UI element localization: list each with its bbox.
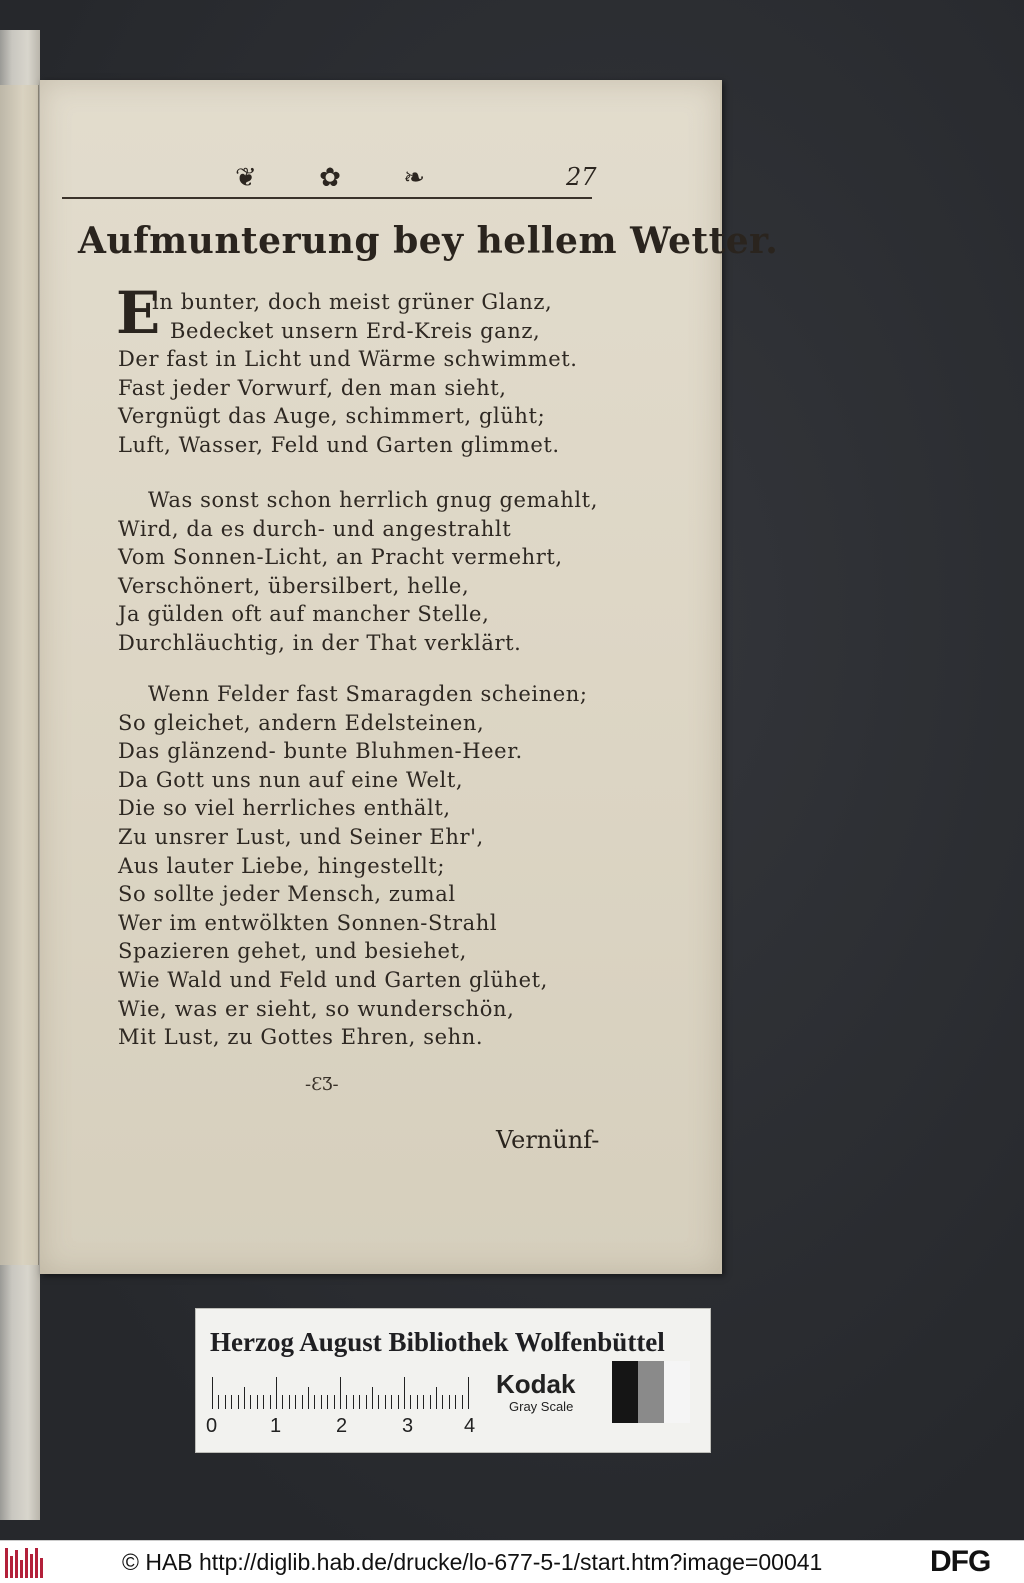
ruler-tick [455,1395,456,1409]
poem-title: Aufmunterung bey hellem Wetter. [78,220,779,262]
ruler-tick [244,1387,245,1409]
scale-number: 1 [270,1415,282,1437]
catchword: Vernünf- [496,1126,600,1154]
header-ornament [235,162,425,194]
ruler-tick [423,1395,424,1409]
verse-line: Mit Lust, zu Gottes Ehren, sehn. [118,1025,484,1050]
ruler-tick [417,1395,418,1409]
verse-line: Fast jeder Vorwurf, den man sieht, [118,375,507,400]
measurement-ruler [212,1377,472,1409]
ruler-tick [442,1395,443,1409]
verse-line: in bunter, doch meist grüner Glanz, [152,290,553,314]
ruler-tick [231,1395,232,1409]
kodak-logo: Kodak [496,1369,576,1399]
ruler-tick [225,1395,226,1409]
ruler-tick [410,1395,411,1409]
verse-line: Zu unsrer Lust, und Seiner Ehr', [118,824,484,849]
ruler-tick [366,1395,367,1409]
ruler-tick [359,1395,360,1409]
verse-line: Der fast in Licht und Wärme schwimmet. [118,347,578,372]
verse-line: Da Gott uns nun auf eine Welt, [118,767,464,792]
end-ornament: -ƐƷ- [305,1074,339,1095]
scale-number: 4 [464,1415,476,1437]
verse-line: Wie Wald und Feld und Garten glühet, [118,967,548,992]
ruler-tick [334,1395,335,1409]
ruler-tick [340,1377,341,1409]
ruler-tick [391,1395,392,1409]
verse-line: Aus lauter Liebe, hingestellt; [118,853,446,878]
ruler-tick [385,1395,386,1409]
dfg-logo: DFG [930,1545,991,1578]
white-swatch [664,1361,690,1423]
left-page-edge [0,85,39,1265]
ruler-tick [321,1395,322,1409]
ruler-tick [308,1387,309,1409]
ruler-tick [430,1395,431,1409]
ruler-tick [449,1395,450,1409]
ruler-tick [302,1395,303,1409]
header-rule [62,197,592,199]
ruler-tick [270,1395,271,1409]
verse-line: Die so viel herrliches enthält, [118,796,451,821]
scale-number: 0 [206,1415,218,1437]
verse-line: Spazieren gehet, und besiehet, [118,939,467,964]
gray-swatches [612,1361,690,1423]
verse-line: Wird, da es durch- und angestrahlt [118,516,512,541]
page-number: 27 [566,163,597,191]
scale-number: 3 [402,1415,414,1437]
ruler-tick [468,1377,469,1409]
verse-line: Durchläuchtig, in der That verklärt. [118,630,522,655]
verse-line: Wie, was er sieht, so wunderschön, [118,996,515,1021]
footer-bar [0,1540,1024,1583]
ruler-tick [398,1395,399,1409]
black-swatch [612,1361,638,1423]
ruler-tick [372,1387,373,1409]
floral-ornament-icon: ❦ [235,163,257,193]
flower-ornament-icon: ✿ [319,163,341,193]
ruler-tick [250,1395,251,1409]
verse-line: Luft, Wasser, Feld und Garten glimmet. [118,432,560,457]
stanza-3 [118,680,588,1052]
ruler-tick [327,1395,328,1409]
gray-scale-label: Gray Scale [509,1399,574,1414]
verse-line: Bedecket unsern Erd-Kreis ganz, [170,318,541,343]
ruler-tick [218,1395,219,1409]
ruler-tick [346,1395,347,1409]
ruler-tick [353,1395,354,1409]
gray-swatch [638,1361,664,1423]
verse-line: Was sonst schon herrlich gnug gemahlt, [148,488,598,512]
verse-line: Wer im entwölkten Sonnen-Strahl [118,910,498,935]
source-url[interactable]: © HAB http://diglib.hab.de/drucke/lo-677-5-1/start.htm?image=00041 [122,1549,823,1575]
ruler-tick [282,1395,283,1409]
ruler-tick [462,1395,463,1409]
verse-line: Ja gülden oft auf mancher Stelle, [118,602,490,627]
ruler-tick [289,1395,290,1409]
stanza-1 [118,288,588,460]
verse-line: Vergnügt das Auge, schimmert, glüht; [118,404,546,429]
verse-line: Das glänzend- bunte Bluhmen-Heer. [118,739,523,764]
verse-line: So gleichet, andern Edelsteinen, [118,710,485,735]
ruler-tick [295,1395,296,1409]
hab-logo-icon [5,1546,47,1578]
verse-line: So sollte jeder Mensch, zumal [118,882,456,907]
ruler-tick [436,1387,437,1409]
ruler-tick [212,1377,213,1409]
verse-line: Verschönert, übersilbert, helle, [118,573,470,598]
verse-line: Wenn Felder fast Smaragden scheinen; [148,682,588,706]
ruler-tick [263,1395,264,1409]
ruler-tick [276,1377,277,1409]
ruler-tick [404,1377,405,1409]
ruler-tick [257,1395,258,1409]
color-calibration-card [195,1308,711,1453]
leaf-ornament-icon: ❧ [403,163,425,193]
ruler-tick [238,1395,239,1409]
library-label: Herzog August Bibliothek Wolfenbüttel [210,1327,665,1357]
scale-number: 2 [336,1415,348,1437]
ruler-tick [314,1395,315,1409]
verse-line: Vom Sonnen-Licht, an Pracht vermehrt, [118,545,563,570]
stanza-2 [118,486,598,658]
ruler-tick [378,1395,379,1409]
drop-cap: E [116,279,161,347]
